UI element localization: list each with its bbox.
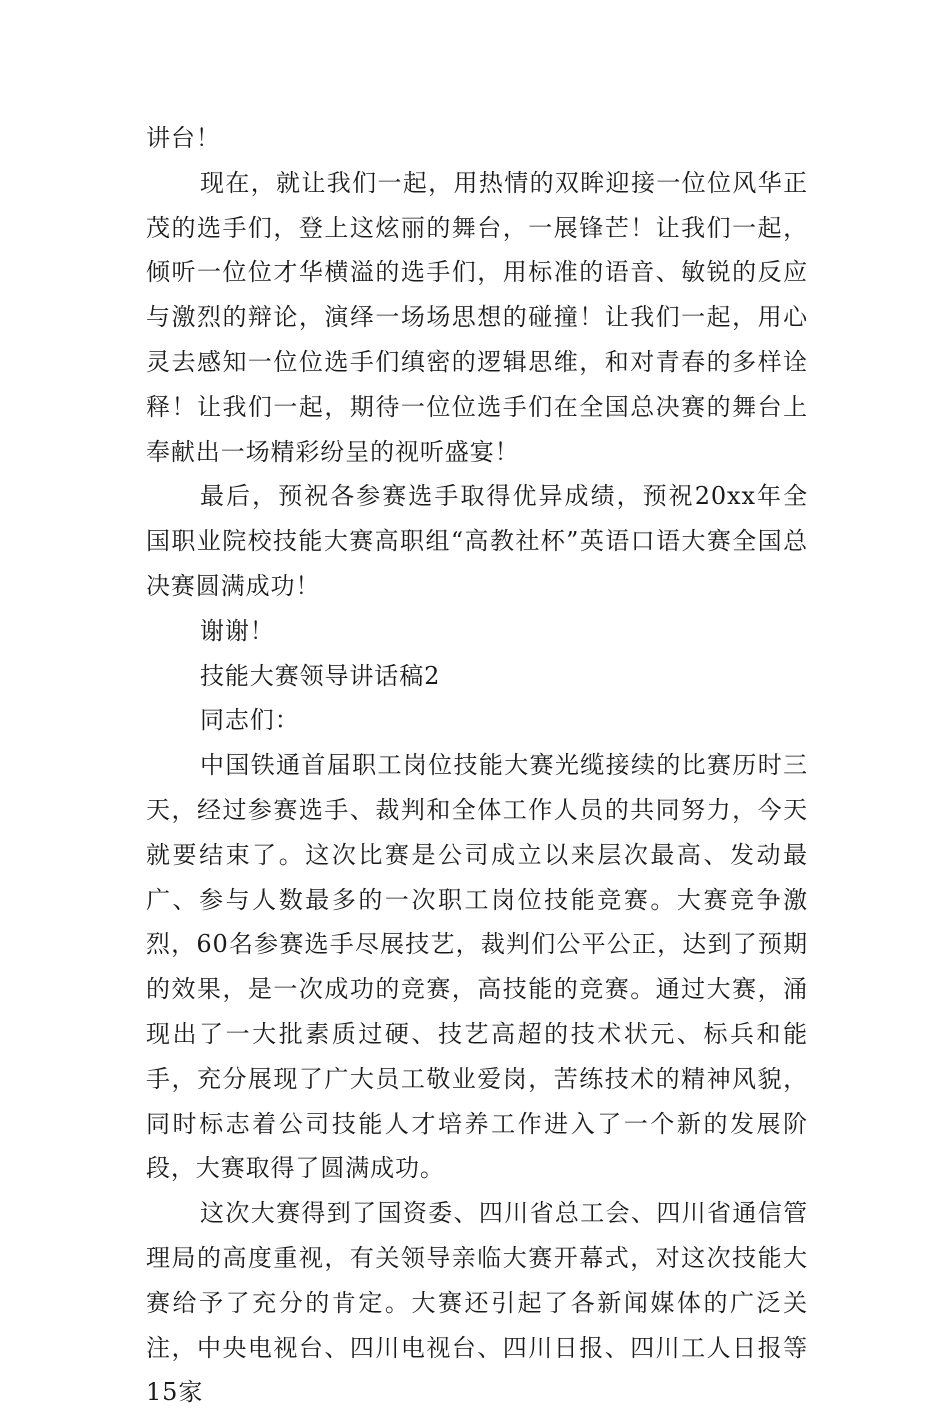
document-body — [146, 116, 808, 1415]
paragraph-welcome: 现在，就让我们一起，用热情的双眸迎接一位位风华正茂的选手们，登上这炫丽的舞台，一展锋芒！让我们一起，倾听一位位才华横溢的选手们，用标准的语音、敏锐的反应与激烈的辩论，演绎一场场思想的碰撞！让我们一起，用心灵去感知一位位选手们缜密的逻辑思维，和对青春的多样诠释！让我们一起，期待一位位选手们在全国总决赛的舞台上奉献出一场精彩纷呈的视听盛宴！ — [146, 168, 808, 466]
paragraph-competition-summary: 中国铁通首届职工岗位技能大赛光缆接续的比赛历时三天，经过参赛选手、裁判和全体工作人员的共同努力，今天就要结束了。这次比赛是公司成立以来层次最高、发动最广、参与人数最多的一次职工岗位技能竞赛。大赛竞争激烈，60名参赛选手尽展技艺，裁判们公平公正，达到了预期的效果，是一次成功的竞赛，高技能的竞赛。通过大赛，涌现出了一大批素质过硬、技艺高超的技术状元、标兵和能手，充分展现了广大员工敬业爱岗，苦练技术的精神风貌，同时标志着公司技能人才培养工作进入了一个新的发展阶段，大赛取得了圆满成功。 — [146, 751, 808, 1183]
paragraph-continuation: 讲台！ — [146, 124, 221, 152]
paragraph-thanks: 谢谢！ — [200, 616, 275, 645]
paragraph-wishes: 最后，预祝各参赛选手取得优异成绩，预祝20xx年全国职业院校技能大赛高职组“高教社杯”英语口语大赛全国总决赛圆满成功！ — [146, 482, 808, 600]
section-heading: 技能大赛领导讲话稿2 — [200, 661, 441, 690]
paragraph-media-attention: 这次大赛得到了国资委、四川省总工会、四川省通信管理局的高度重视，有关领导亲临大赛开幕式，对这次技能大赛给予了充分的肯定。大赛还引起了各新闻媒体的广泛关注，中央电视台、四川电视台、四川日报、四川工人日报等15家 — [146, 1199, 808, 1407]
salutation: 同志们： — [200, 706, 300, 735]
